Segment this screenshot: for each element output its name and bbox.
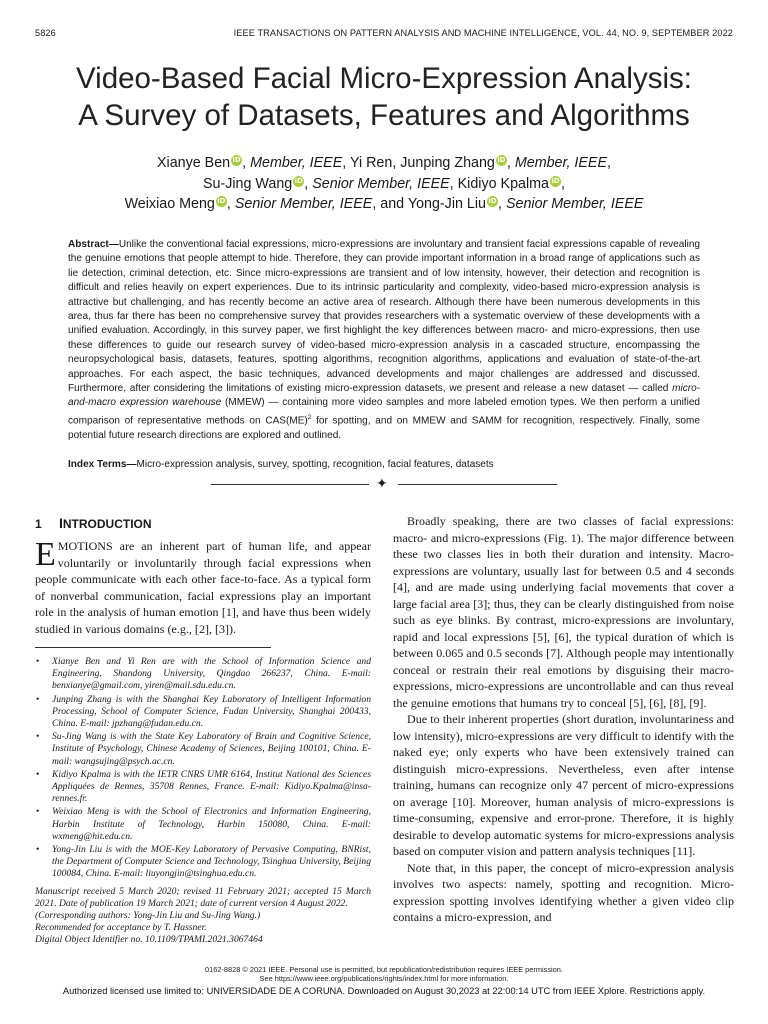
paper-title [20,60,748,134]
footnote-item [35,656,371,693]
section-heading [35,513,371,534]
and-word: and [380,196,405,212]
orcid-icon[interactable]: iD [497,156,506,164]
intro-text: are an inherent part of human life, and appear voluntarily or involuntarily through facial expressions when people communicate with each other face-to-face. As a typical form of nonverbal communication, facial expressions play an important role in the analysis of human emotion [1], and have thus been widely studied in various domains (e.g., [2], [3]). [35,539,371,636]
copyright-line: 0162-8828 © 2021 IEEE. Personal use is permitted, but republication/redistribution requires IEEE permission. [205,965,563,974]
intro-smallcaps: MOTIONS [57,539,113,553]
author-role: Member, IEEE [250,155,343,171]
footnote-text: Yong-Jin Liu is with the MOE-Key Laboratory of Pervasive Computing, BNRist, the Department of Computer Science and Technology, Tsinghua University, Beijing 100084, China. E-mail: liuyongjin@tsinghua.edu.cn. [52,844,371,880]
footnote-item [35,731,371,768]
footnote-text: Su-Jing Wang is with the State Key Laboratory of Brain and Cognitive Science, Institute of Psychology, Chinese Academy of Sciences, Beijing 100101, China. E-mail: wangsujing@psych.ac.cn. [52,731,371,767]
divider-diamond-icon: ✦ [376,476,388,492]
rights-link[interactable]: See https://www.ieee.org/publications/rights/index.html for more information. [259,974,509,984]
author-name: Yi Ren [349,155,393,171]
orcid-icon[interactable]: iD [294,176,303,185]
orcid-icon[interactable]: iD [488,197,497,205]
footnotes [35,656,371,947]
right-column [393,513,734,926]
abstract-superscript: 2 [307,413,312,421]
doi[interactable]: Digital Object Identifier no. 10.1109/TPAMI.2021.3067464 [35,934,263,946]
bullet-icon: • [36,693,40,705]
divider-line-left [211,484,369,485]
author-name: Su-Jing Wang [202,175,293,192]
author-list: Xianye Ben iD, Member, IEEE, Yi Ren, Junping Zhang iD, Member, IEEE, Su-Jing Wang iD, Senior Member, IEEE, Kidiyo Kpalma iD, Weixiao Meng iD, Senior Member, IEEE, and Yong-Jin Liu iD, Senior Member, IEEE [124,155,644,212]
author-role: Member, IEEE [514,155,607,171]
recommended-by: Recommended for acceptance by T. Hassner. [35,922,207,934]
bullet-icon: • [36,806,40,818]
author-name: Yong-Jin Liu [407,196,487,212]
author-name: Weixiao Meng [124,196,215,212]
footnote-text: Kidiyo Kpalma is with the IETR CNRS UMR 6164, Institut National des Sciences Appliquées de Rennes, 35708 Rennes, France. E-mail: Kidiyo.Kpalma@insa-rennes.fr. [52,768,371,805]
footnote-item [35,844,371,881]
bullet-icon: • [36,844,40,856]
author-role: Senior Member, IEEE [234,196,373,212]
title-line-1: Video-Based Facial Micro-Expression Analysis: [76,62,692,95]
orcid-icon[interactable]: iD [232,156,241,164]
footnote-item [35,806,371,843]
abstract-text-2: (MMEW) — containing more video samples and more labeled emotion types. We then perform a unified comparison of representative methods on CAS(ME) [68,397,700,427]
page-number: 5826 [35,28,56,38]
divider-line-right [398,484,557,485]
author-name: Kidiyo Kpalma [457,175,550,192]
title-line-2: A Survey of Datasets, Features and Algorithms [78,99,690,132]
manuscript-meta [35,886,371,947]
section-title-initial: I [59,515,63,531]
section-title-rest: NTRODUCTION [62,517,152,531]
abstract [68,238,700,443]
author-role: Senior Member, IEEE [312,175,450,192]
bullet-icon: • [36,768,40,780]
license-footer: Authorized licensed use limited to: UNIVERSIDADE DE A CORUNA. Downloaded on August 30,2023 at 22:00:14 UTC from IEEE Xplore. Restrictions apply. [62,986,706,996]
abstract-italic-term: micro-and-macro expression warehouse [68,383,700,409]
copyright-notice [40,965,728,983]
manuscript-dates: Manuscript received 5 March 2020; revised 11 February 2021; accepted 15 March 2021. Date of publication 19 March 2021; date of current version 4 August 2022. [35,885,371,909]
footnote-text: Xianye Ben and Yi Ren are with the School of Information Science and Engineering, Shandong University, Qingdao 266237, China. E-mail: benxianye@gmail.com, yiren@mail.sdu.edu.cn. [52,656,371,692]
journal-citation: IEEE TRANSACTIONS ON PATTERN ANALYSIS AND MACHINE INTELLIGENCE, VOL. 44, NO. 9, SEPTEMBER 2022 [233,28,733,38]
index-terms-label: Index Terms— [68,459,137,470]
intro-paragraph [35,538,371,637]
author-role: Senior Member, IEEE [505,196,644,212]
author-name: Junping Zhang [400,155,495,171]
bullet-icon: • [36,731,40,743]
orcid-icon[interactable]: iD [217,197,226,205]
author-name: Xianye Ben [157,155,231,171]
body-paragraph: Note that, in this paper, the concept of micro-expression analysis involves two aspects: namely, spotting and recognition. Micro-expression spotting involves identifying whether a given video clip contains a micro-expression, and [393,860,734,924]
abstract-text-3: for spotting, and on MMEW and SAMM for recognition, respectively. Finally, some potential future research directions are explored and outlined. [68,415,700,441]
body-paragraph: Broadly speaking, there are two classes of facial expressions: macro- and micro-expressions (Fig. 1). The major difference between these two classes lies in both their duration and intensity. Macro-expressions are voluntary, usually last for between 0.5 and 4 seconds [4], and are made using underlying facial movements that cover a large facial area [3]; thus, they can be clearly distinguished from noise such as eye blinks. By contrast, micro-expressions are involuntary, rapid and local expressions [5], [6], the typical duration of which is between 0.065 and 0.5 seconds [7]. Although people may intentionally conceal or restrain their real emotions by disguising their macro-expressions, micro-expressions are uncontrollable and can thus reveal the genuine emotions that humans try to conceal [5], [6], [8], [9]. [393,514,734,710]
abstract-text-1: Unlike the conventional facial expressions, micro-expressions are involuntary and transient facial expressions capable of revealing the genuine emotions that people attempt to hide. Therefore, they can provide important information in a broad range of applications such as lie detection, criminal detection, etc. Since micro-expressions are transient and of low intensity, however, their detection and recognition is difficult and relies heavily on expert experiences. Due to its intrinsic particularity and complexity, video-based micro-expression analysis is attractive but challenging, and has recently become an active area of research. Although there have been numerous developments in this area, thus far there has been no comprehensive survey that provides researchers with a systematic overview of these developments with a unified evaluation. Accordingly, in this survey paper, we first highlight the key differences between macro- and micro-expressions, then use these differences to guide our research survey of video-based micro-expression analysis in a cascaded structure, encompassing the neuropsychological basis, datasets, features, spotting algorithms, recognition algorithms, applications and evaluation of state-of-the-art approaches. For each aspect, the basic techniques, advanced developments and major challenges are addressed and discussed. Furthermore, after considering the limitations of existing micro-expression datasets, we present and release a new dataset — called [68,239,700,395]
footnote-item [35,694,371,731]
footnote-rule [35,647,271,648]
abstract-label: Abstract— [68,239,119,250]
section-number: 1 [35,517,42,531]
running-header [35,28,733,38]
orcid-icon[interactable]: iD [551,176,560,185]
body-paragraph: Due to their inherent properties (short duration, involuntariness and low intensity), micro-expressions are very difficult to identify with the naked eye; only experts who have been extensively trained can distinguish micro-expressions. Nevertheless, even after intense training, humans can recognize only 47 percent of micro-expressions on average [10]. Moreover, human analysis of micro-expressions is time-consuming, expensive and error-prone. Therefore, it is highly desirable to develop automatic systems for micro-expressions analysis based on computer vision and pattern analysis techniques [11]. [393,712,734,858]
bullet-icon: • [36,656,40,667]
left-column [35,513,371,947]
footnote-item [35,769,371,806]
index-terms-text: Micro-expression analysis, survey, spotting, recognition, facial features, datasets [136,459,494,470]
footnote-text: Weixiao Meng is with the School of Electronics and Information Engineering, Harbin Institute of Technology, Harbin 150080, China. E-mail: wxmeng@hit.edu.cn. [52,806,371,842]
index-terms [68,458,700,472]
footnote-text: Junping Zhang is with the Shanghai Key Laboratory of Intelligent Information Processing, School of Computer Science, Fudan University, Shanghai 200433, China. E-mail: jpzhang@fudan.edu.cn. [52,693,371,730]
drop-cap: E [35,536,56,573]
corresponding-authors: (Corresponding authors: Yong-Jin Liu and Su-Jing Wang.) [35,910,261,922]
